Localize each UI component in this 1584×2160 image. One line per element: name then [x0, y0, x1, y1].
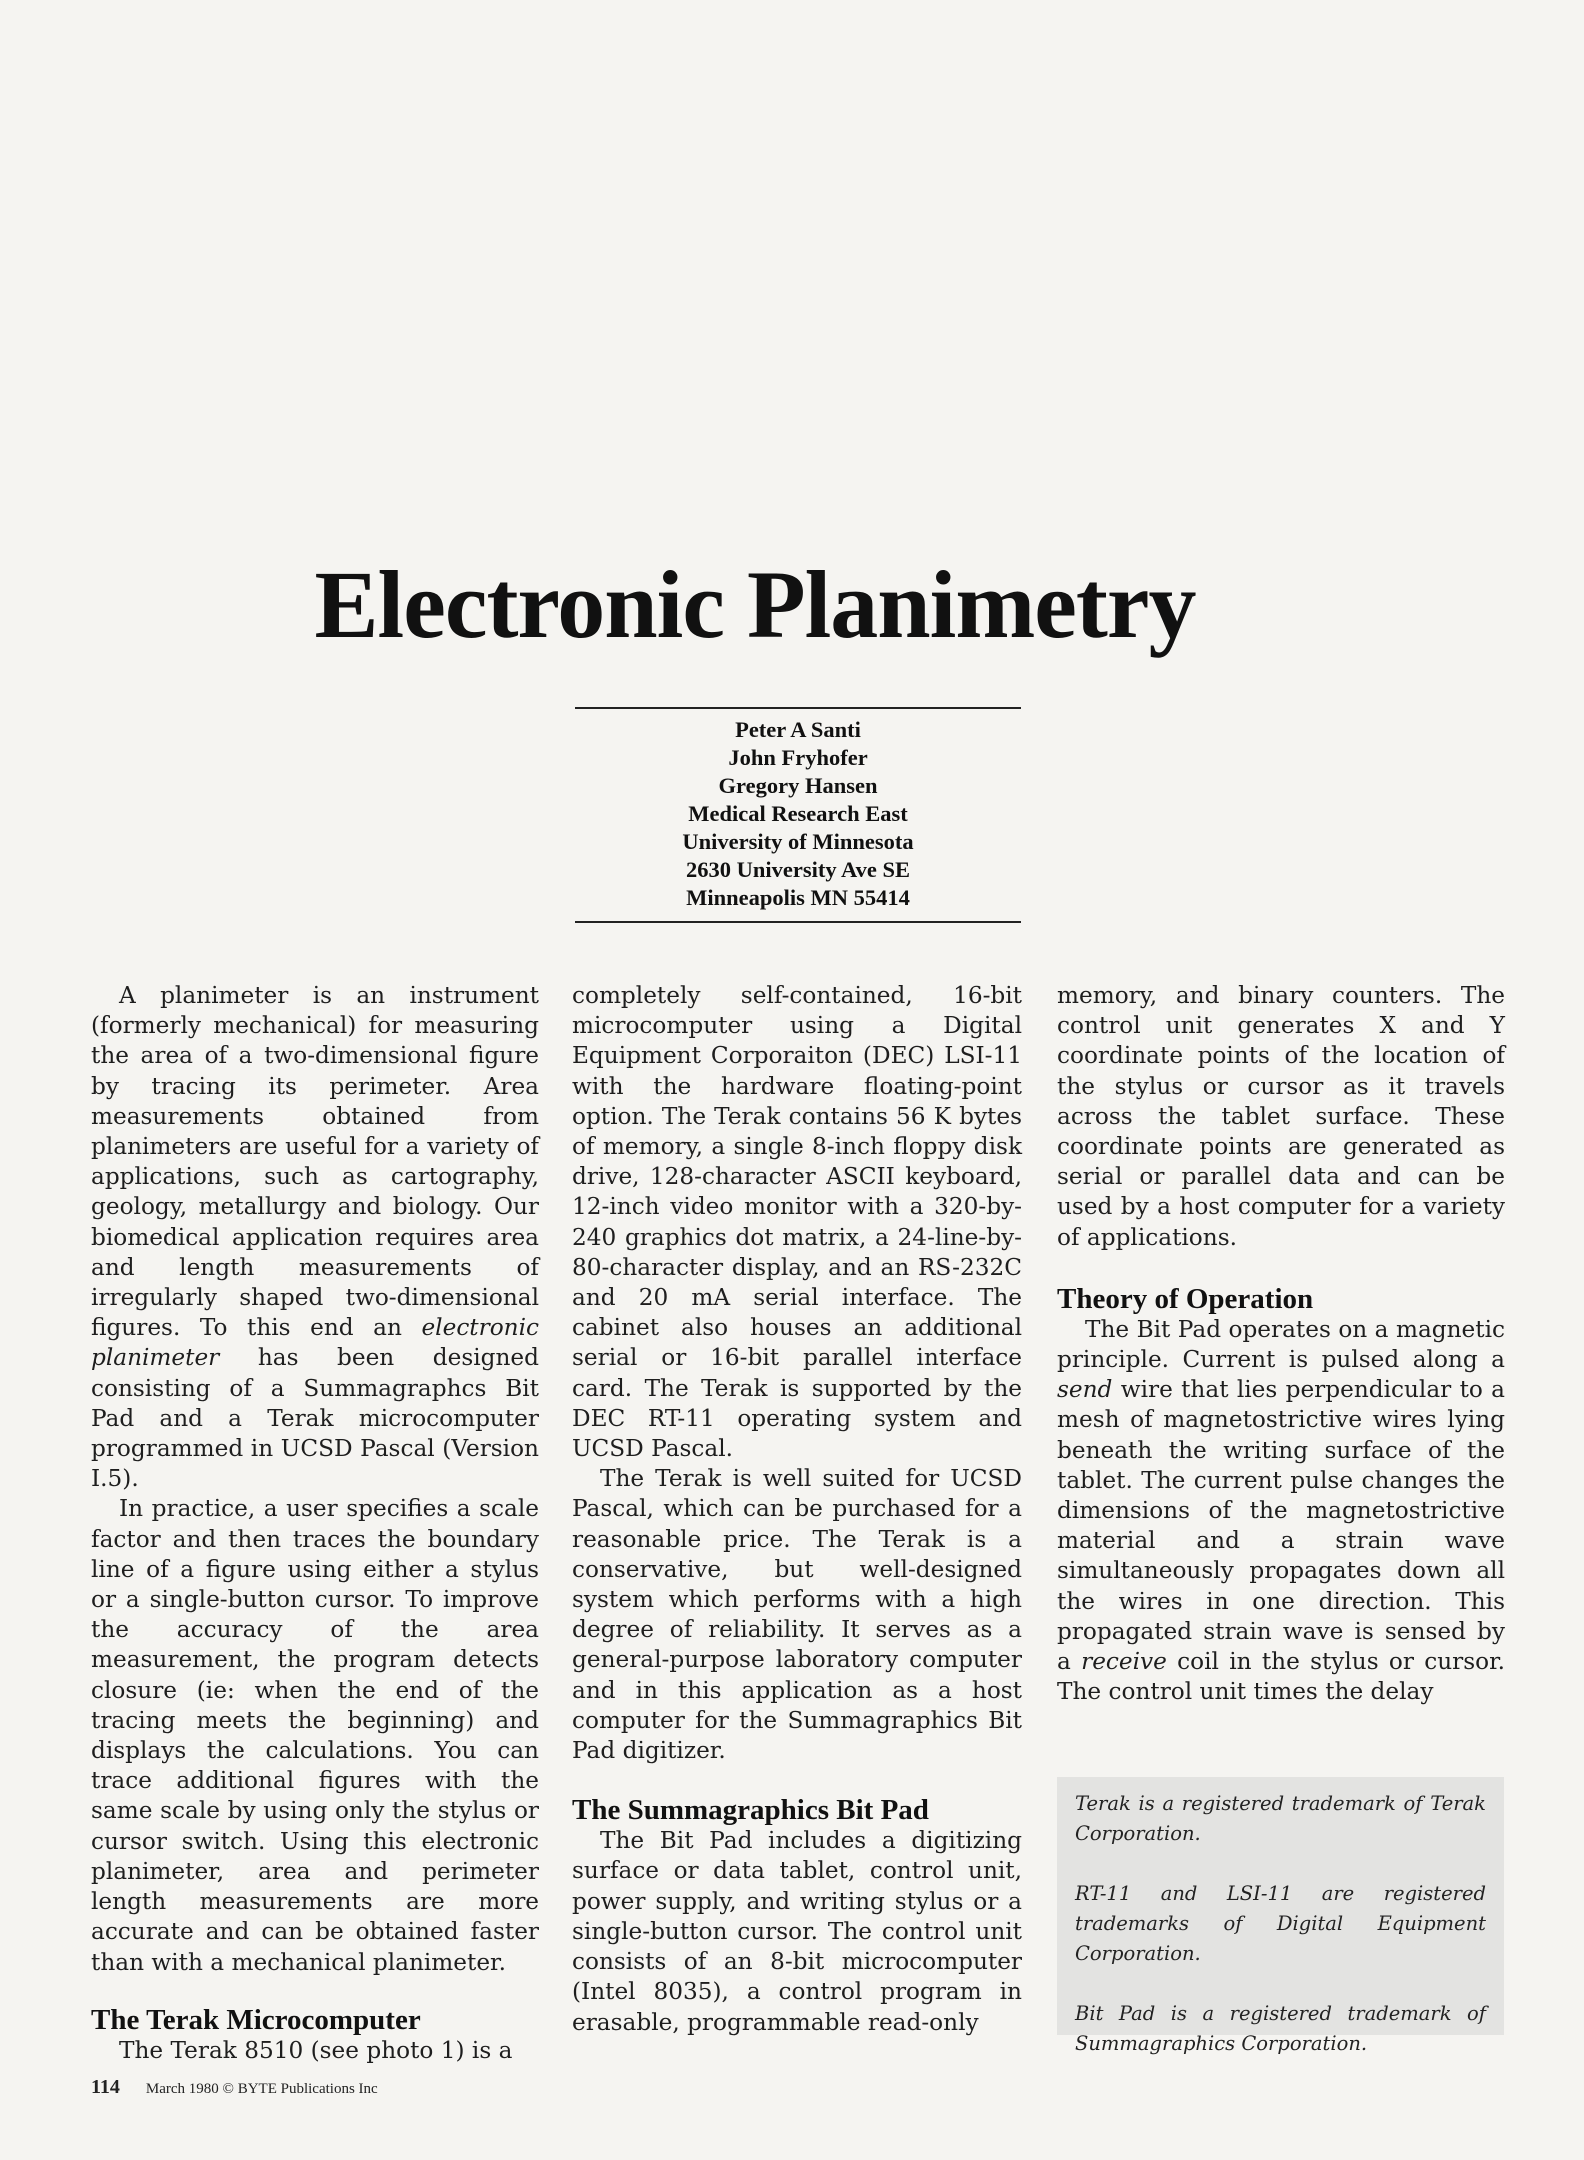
trademark-note: Terak is a registered trademark of Terak Corporation. — [1075, 1792, 1486, 1845]
affiliation-line: Minneapolis MN 55414 — [686, 885, 910, 910]
article-title: Electronic Planimetry — [314, 551, 1196, 658]
body-paragraph: memory, and binary counters. The control unit generates X and Y coordinate points of the location of the stylus or cursor as it travels across the tablet surface. These coordinate points are generated as serial or parallel data and can be used by a host computer for a variety of applications. — [1057, 982, 1505, 1251]
page-footer — [91, 2076, 378, 2099]
author-name: Peter A Santi — [735, 717, 861, 742]
trademark-note: RT-11 and LSI-11 are registered trademarks of Digital Equipment Corporation. — [1075, 1882, 1486, 1965]
emphasis: electronic planimeter — [91, 1314, 539, 1372]
affiliation-line: 2630 University Ave SE — [686, 857, 910, 882]
body-paragraph: The Terak 8510 (see photo 1) is a — [119, 2036, 513, 2064]
body-paragraph: The Bit Pad operates on a magnetic principle. Current is pulsed along a send wire that lies perpendicular to a mesh of magnetostrictive wires lying beneath the writing surface of the tablet. The current pulse changes the dimensions of the magnetostrictive material and a strain wave simultaneously propagates down all the wires in one direction. This propagated strain wave is sensed by a receive coil in the stylus or cursor. The control unit times the delay — [1057, 1315, 1505, 1706]
emphasis: send — [1057, 1376, 1113, 1404]
emphasis: receive — [1081, 1648, 1167, 1676]
affiliation-line: University of Minnesota — [682, 829, 914, 854]
trademark-box — [1057, 1777, 1504, 2055]
author-name: John Fryhofer — [728, 745, 868, 770]
body-paragraph: In practice, a user specifies a scale factor and then traces the boundary line of a figure using either a stylus or a single-button cursor. To improve the accuracy of the area measurement, the program detects closure (ie: when the end of the tracing meets the beginning) and displays the calculations. You can trace additional figures with the same scale by using only the stylus or cursor switch. Using this electronic planimeter, area and perimeter length measurements are more accurate and can be obtained faster than with a mechanical planimeter. — [91, 1495, 539, 1976]
body-paragraph: The Bit Pad includes a digitizing surface or data tablet, control unit, power supply, and writing stylus or a single-button cursor. The control unit consists of an 8-bit microcomputer (Intel 8035), a control program in erasable, programmable read-only — [572, 1827, 1022, 2036]
body-paragraph: A planimeter is an instrument (formerly mechanical) for measuring the area of a two-dimensional figure by tracing its perimeter. Area measurements obtained from planimeters are useful for a variety of applications, such as cartography, geology, metallurgy and biology. Our biomedical application requires area and length measurements of irregularly shaped two-dimensional figures. To this end an electronic planimeter has been designed consisting of a Summagraphcs Bit Pad and a Terak microcomputer programmed in UCSD Pascal (Version I.5). — [91, 982, 539, 1493]
author-name: Gregory Hansen — [718, 773, 878, 798]
section-heading-terak: The Terak Microcomputer — [91, 2003, 421, 2036]
page-number: 114 — [91, 2076, 120, 2098]
section-heading-theory: Theory of Operation — [1057, 1282, 1314, 1315]
body-paragraph: completely self-contained, 16-bit microcomputer using a Digital Equipment Corporaiton (DEC) LSI-11 with the hardware floating-point option. The Terak contains 56 K bytes of memory, a single 8-inch floppy disk drive, 128-character ASCII keyboard, 12-inch video monitor with a 320-by-240 graphics dot matrix, a 24-line-by-80-character display, and an RS-232C and 20 mA serial interface. The cabinet also houses an additional serial or 16-bit parallel interface card. The Terak is supported by the DEC RT-11 operating system and UCSD Pascal. — [572, 982, 1022, 1463]
column-3 — [1057, 981, 1505, 1707]
column-2 — [572, 981, 1022, 2038]
affiliation-line: Medical Research East — [688, 801, 908, 826]
body-paragraph: The Terak is well suited for UCSD Pascal, which can be purchased for a reasonable price. The Terak is a conservative, but well-designed system which performs with a high degree of reliability. It serves as a general-purpose laboratory computer and in this application as a host computer for the Summagraphics Bit Pad digitizer. — [572, 1465, 1022, 1765]
publication-info: March 1980 © BYTE Publications Inc — [145, 2081, 378, 2097]
trademark-note: Bit Pad is a registered trademark of Summagraphics Corporation. — [1075, 2002, 1486, 2055]
column-1 — [91, 981, 539, 2066]
section-heading-bitpad: The Summagraphics Bit Pad — [572, 1794, 929, 1827]
byline — [575, 707, 1021, 923]
